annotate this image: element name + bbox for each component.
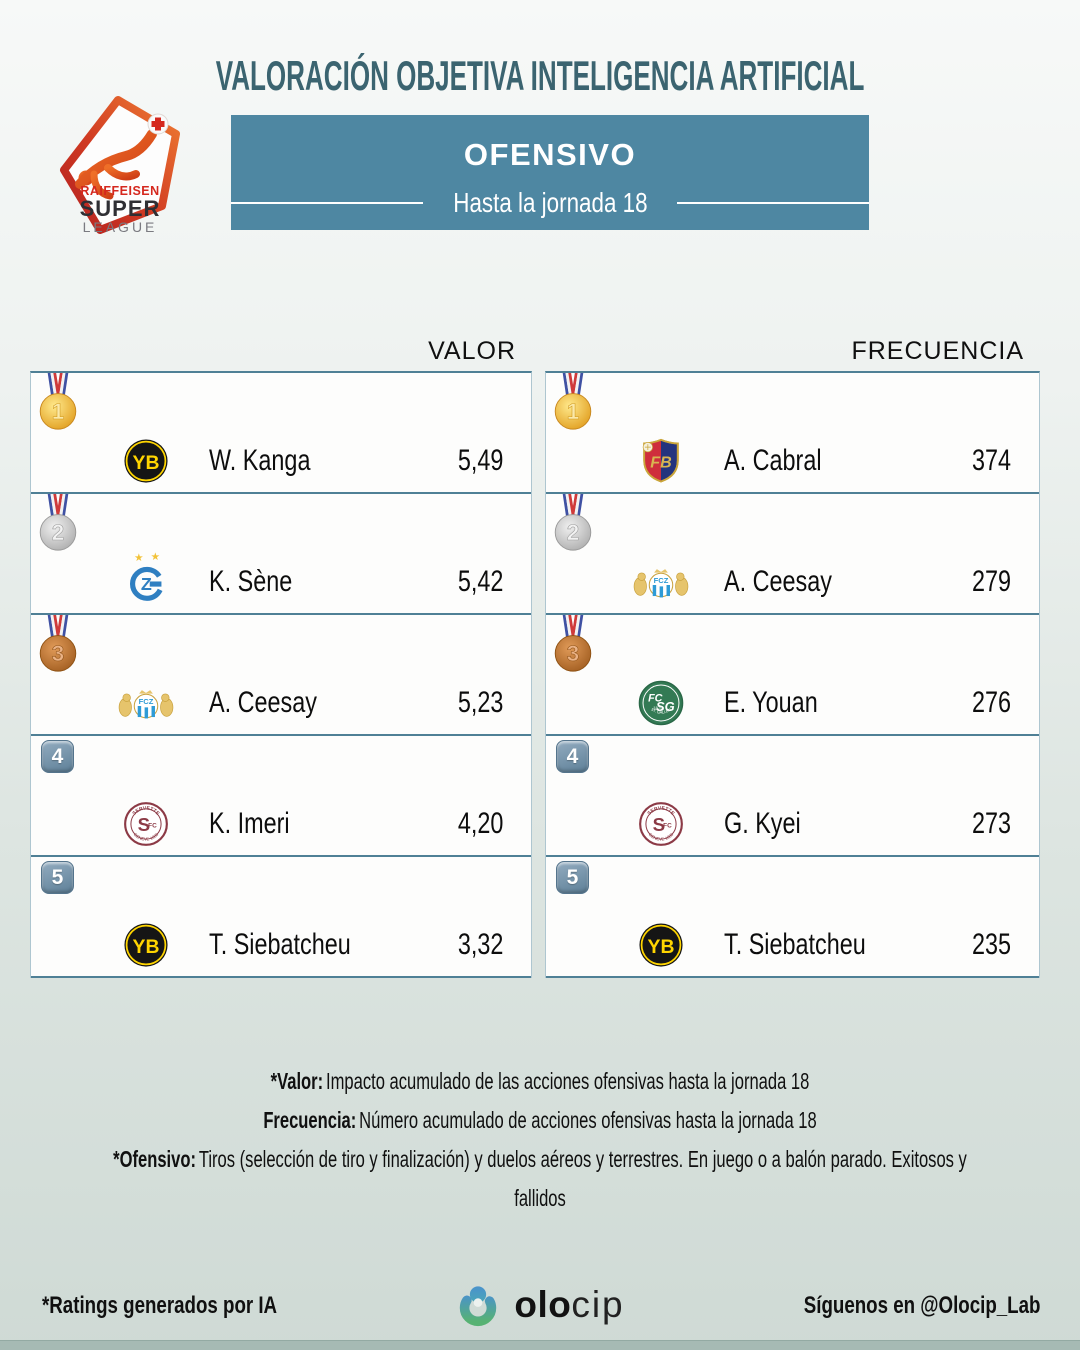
- svg-text:2: 2: [566, 519, 580, 545]
- banner-subtitle: Hasta la jornada 18: [452, 187, 648, 218]
- player-name: A. Cabral: [724, 444, 822, 477]
- ratings-disclaimer: *Ratings generados por IA: [42, 1292, 278, 1319]
- player-value: 279: [971, 565, 1011, 598]
- footnotes: [90, 1062, 990, 1218]
- table-row: [31, 494, 531, 615]
- note-frecuencia: Frecuencia: Número acumulado de acciones ofensivas hasta la jornada 18: [263, 1107, 817, 1133]
- category-title: OFENSIVO: [463, 137, 637, 172]
- silver-medal-icon: [39, 494, 77, 552]
- young-boys-crest: [123, 438, 169, 484]
- olocip-logo-icon: [455, 1283, 501, 1327]
- subtitle-line-right: [677, 202, 869, 204]
- rank-5-keycap-icon: 5: [556, 861, 589, 894]
- note-ofensivo: *Ofensivo: Tiros (selección de tiro y finalización) y duelos aéreos y terrestres. En juego o a balón parado. Exitosos y fallidos: [113, 1146, 967, 1211]
- player-name: A. Ceesay: [724, 565, 832, 598]
- player-name: E. Youan: [724, 686, 818, 719]
- player-value: 374: [971, 444, 1011, 477]
- player-name: T. Siebatcheu: [209, 928, 351, 961]
- player-name: G. Kyei: [724, 807, 801, 840]
- servette-crest: [638, 801, 684, 847]
- player-value: 235: [971, 928, 1011, 961]
- grasshopper-crest: [125, 549, 169, 605]
- player-value: 3,32: [457, 928, 503, 961]
- olocip-wordmark: olocip: [514, 1284, 625, 1325]
- swiss-ball-icon: [148, 114, 168, 134]
- gold-medal-icon: [39, 373, 77, 431]
- badge-super: SUPER: [79, 196, 161, 221]
- bronze-medal-icon: [39, 615, 77, 673]
- valor-header: VALOR: [428, 337, 516, 365]
- st-gallen-crest: [638, 680, 684, 726]
- page-title: VALORACIÓN OBJETIVA INTELIGENCIA ARTIFICIAL: [215, 52, 865, 99]
- rank-4-keycap-icon: 4: [41, 740, 74, 773]
- table-row: [546, 373, 1039, 494]
- svg-text:3: 3: [566, 640, 580, 666]
- rank-5-keycap-icon: 5: [41, 861, 74, 894]
- basel-crest: [642, 438, 680, 484]
- svg-text:2: 2: [51, 519, 65, 545]
- table-row: [546, 857, 1039, 978]
- table-row: [31, 615, 531, 736]
- subtitle-line-left: [231, 202, 423, 204]
- bronze-medal-icon: [554, 615, 592, 673]
- player-value: 4,20: [457, 807, 503, 840]
- player-name: W. Kanga: [209, 444, 311, 477]
- bottom-strip: [0, 1340, 1080, 1350]
- frecuencia-header: FRECUENCIA: [851, 337, 1024, 365]
- gold-medal-icon: [554, 373, 592, 431]
- player-name: A. Ceesay: [209, 686, 317, 719]
- player-name: K. Sène: [209, 565, 293, 598]
- silver-medal-icon: [554, 494, 592, 552]
- table-row: [31, 373, 531, 494]
- table-row: [546, 494, 1039, 615]
- table-row: [546, 615, 1039, 736]
- badge-league: LEAGUE: [82, 219, 158, 235]
- fc-zurich-crest: [632, 565, 690, 605]
- svg-text:1: 1: [566, 398, 580, 424]
- fc-zurich-crest: [117, 686, 175, 726]
- table-row: [31, 857, 531, 978]
- note-valor: *Valor: Impacto acumulado de las acciones ofensivas hasta la jornada 18: [270, 1068, 810, 1094]
- frecuencia-table: [545, 337, 1040, 978]
- table-row: [546, 736, 1039, 857]
- category-banner: [231, 115, 869, 230]
- servette-crest: [123, 801, 169, 847]
- player-name: K. Imeri: [209, 807, 290, 840]
- player-name: T. Siebatcheu: [724, 928, 866, 961]
- young-boys-crest: [638, 922, 684, 968]
- table-row: [31, 736, 531, 857]
- player-value: 5,42: [457, 565, 503, 598]
- badge-sponsor: RAIFFEISEN: [80, 184, 160, 198]
- player-value: 5,23: [457, 686, 503, 719]
- player-value: 5,49: [457, 444, 503, 477]
- valor-table: [30, 337, 532, 978]
- social-handle: Síguenos en @Olocip_Lab: [803, 1292, 1040, 1319]
- banner-subtitle-row: [231, 187, 869, 219]
- young-boys-crest: [123, 922, 169, 968]
- player-value: 273: [971, 807, 1011, 840]
- svg-text:3: 3: [51, 640, 65, 666]
- super-league-logo: [50, 94, 190, 244]
- rank-4-keycap-icon: 4: [556, 740, 589, 773]
- svg-text:1: 1: [51, 398, 65, 424]
- player-value: 276: [971, 686, 1011, 719]
